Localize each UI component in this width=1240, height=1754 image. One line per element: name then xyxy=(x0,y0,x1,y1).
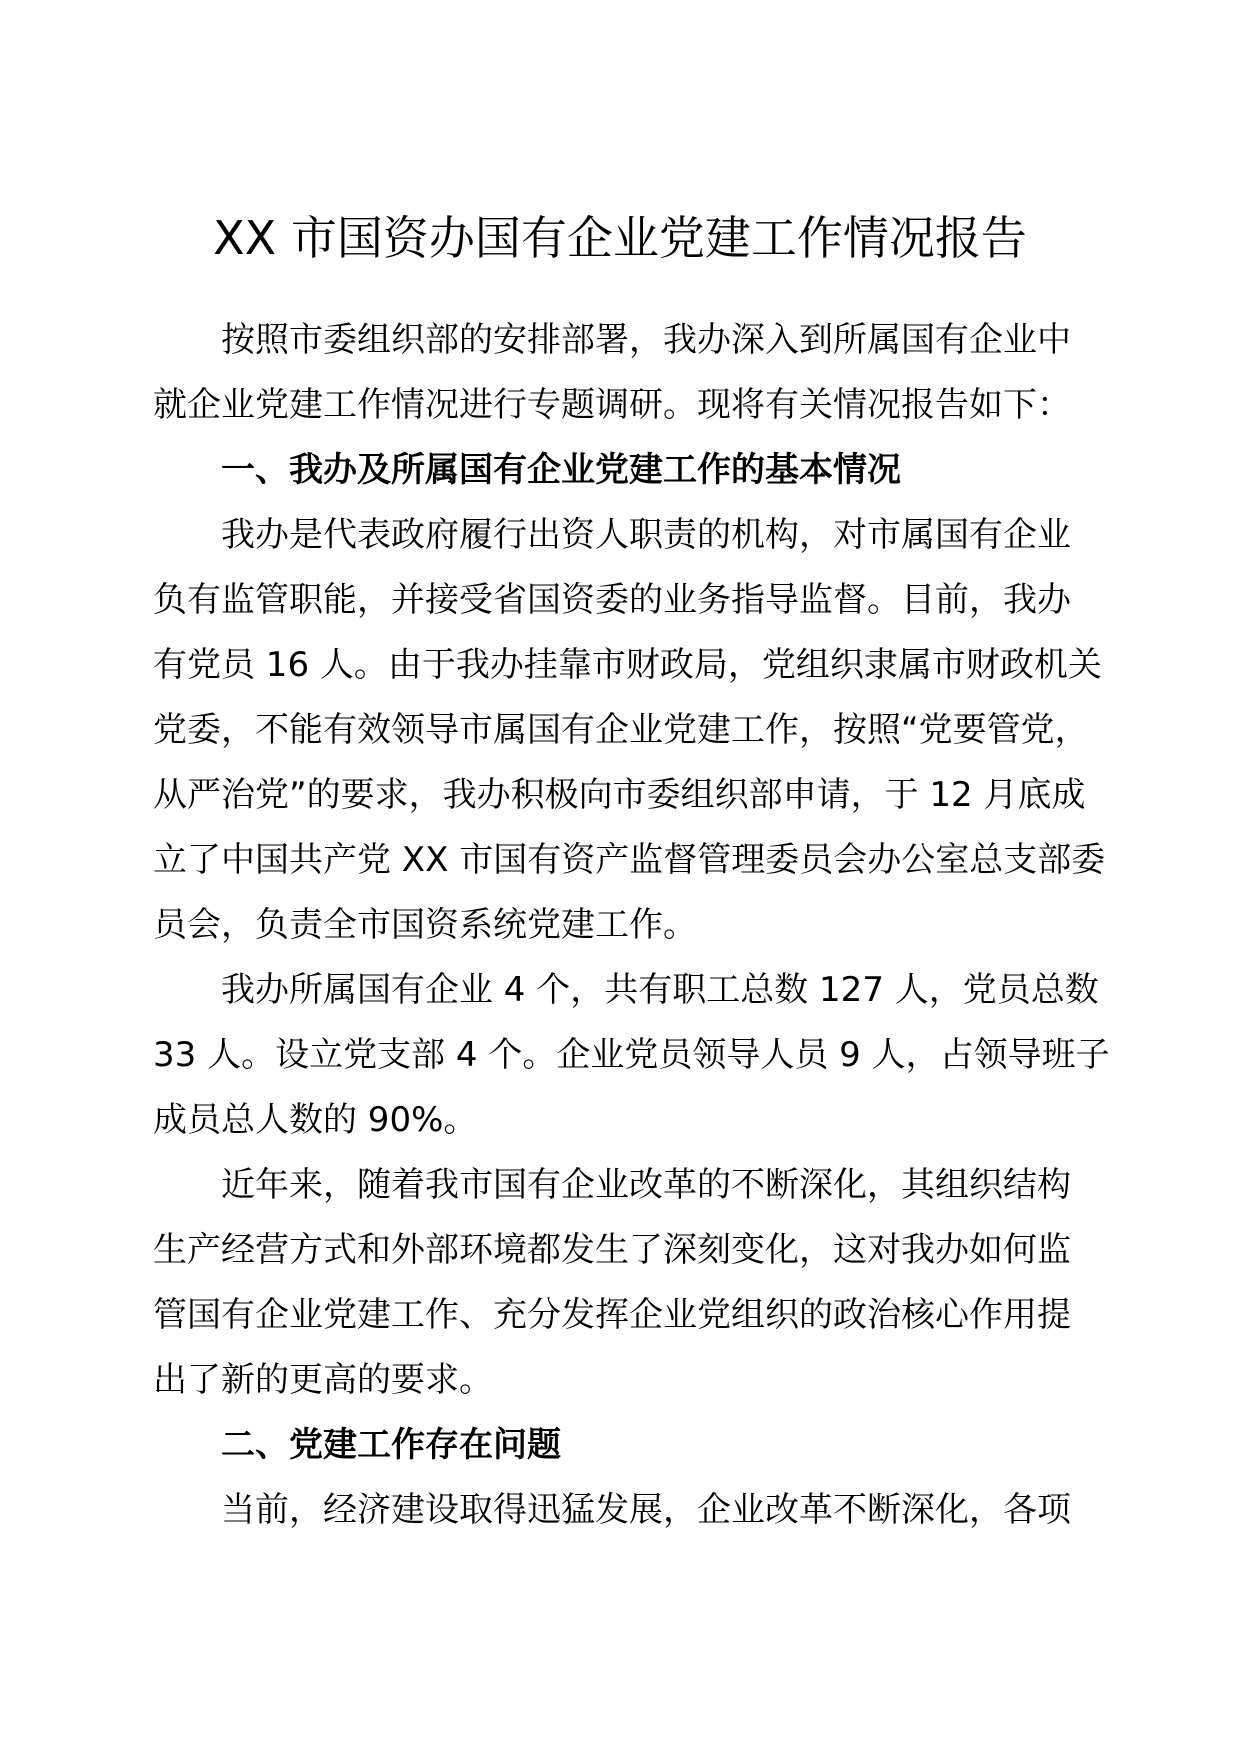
text-line: 就企业党建工作情况进行专题调研。现将有关情况报告如下： xyxy=(153,385,1071,425)
text-line: 按照市委组织部的安排部署，我办深入到所属国有企业中 xyxy=(221,320,1071,360)
section1-paragraph-3 xyxy=(153,1153,1093,1413)
text-line: 成员总人数的 90%。 xyxy=(153,1100,478,1140)
text-line: 生产经营方式和外部环境都发生了深刻变化，这对我办如何监 xyxy=(153,1230,1071,1270)
text-line: 立了中国共产党 XX 市国有资产监督管理委员会办公室总支部委 xyxy=(153,840,1106,880)
section-heading-1: 一、我办及所属国有企业党建工作的基本情况 xyxy=(221,450,901,490)
text-line: 党委，不能有效领导市属国有企业党建工作，按照“党要管党， xyxy=(153,710,1089,750)
section2-paragraph-1 xyxy=(153,1478,1093,1543)
text-line: 当前，经济建设取得迅猛发展，企业改革不断深化，各项 xyxy=(221,1490,1071,1530)
text-line: 我办是代表政府履行出资人职责的机构，对市属国有企业 xyxy=(221,515,1071,555)
text-line: 33 人。设立党支部 4 个。企业党员领导人员 9 人，占领导班子 xyxy=(153,1035,1110,1075)
document-title: XX 市国资办国有企业党建工作情况报告 xyxy=(213,211,1027,265)
text-line: 负有监管职能，并接受省国资委的业务指导监督。目前，我办 xyxy=(153,580,1071,620)
text-line: 从严治党”的要求，我办积极向市委组织部申请，于 12 月底成 xyxy=(153,775,1086,815)
section1-paragraph-1 xyxy=(153,503,1106,958)
text-line: 有党员 16 人。由于我办挂靠市财政局，党组织隶属市财政机关 xyxy=(153,645,1102,685)
intro-paragraph xyxy=(153,308,1093,438)
text-line: 近年来，随着我市国有企业改革的不断深化，其组织结构 xyxy=(221,1165,1071,1205)
document-body xyxy=(153,308,1110,1543)
section-heading-2: 二、党建工作存在问题 xyxy=(221,1425,561,1465)
text-line: 出了新的更高的要求。 xyxy=(153,1360,493,1400)
text-line: 我办所属国有企业 4 个，共有职工总数 127 人，党员总数 xyxy=(221,970,1099,1010)
text-line: 管国有企业党建工作、充分发挥企业党组织的政治核心作用提 xyxy=(153,1295,1071,1335)
section1-paragraph-2 xyxy=(153,958,1110,1153)
text-line: 员会，负责全市国资系统党建工作。 xyxy=(153,905,697,945)
